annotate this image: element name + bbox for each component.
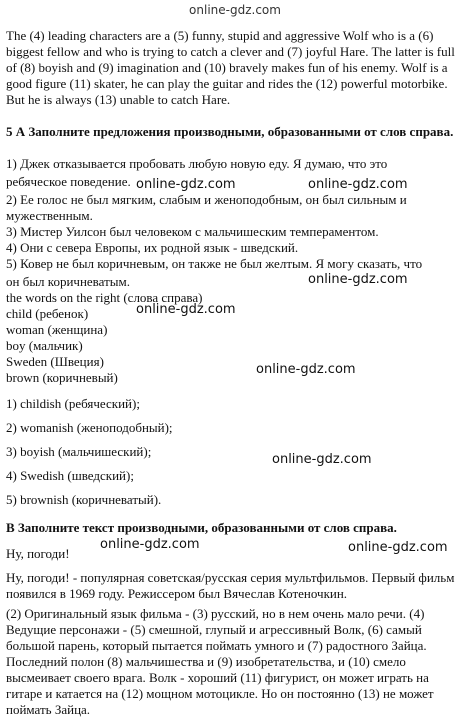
task-5a-item-1a: 1) Джек отказывается пробовать любую новую еду. Я думаю, что это xyxy=(6,156,388,171)
task-5a-item-4: 4) Они с севера Европы, их родной язык - шведский. xyxy=(6,240,299,255)
word-item: brown (коричневый) xyxy=(6,370,118,385)
task-5a-title: 5 А Заполните предложения производными, образованными от слов справа. xyxy=(6,124,454,139)
words-header: the words on the right (слова справа) xyxy=(6,290,203,305)
word-item: woman (женщина) xyxy=(6,322,108,337)
watermark: online-gdz.com xyxy=(308,177,408,192)
watermark-top: online-gdz.com xyxy=(189,3,281,17)
watermark: online-gdz.com xyxy=(136,302,236,317)
watermark: online-gdz.com xyxy=(308,272,408,287)
word-item: Sweden (Швеция) xyxy=(6,354,104,369)
task-5a-item-3: 3) Мистер Уилсон был человеком с мальчишеским темпераментом. xyxy=(6,224,379,239)
task-5a-item-1b: ребяческое поведение. xyxy=(6,174,131,189)
watermark: online-gdz.com xyxy=(256,362,356,377)
word-item: child (ребенок) xyxy=(6,306,89,321)
watermark: online-gdz.com xyxy=(348,540,448,555)
paragraph-russian-1: Ну, погоди! - популярная советская/русская серия мультфильмов. Первый фильм появился в 1969 году. Режиссером был Вячеслав Котеночкин. xyxy=(6,570,455,601)
paragraph-english: The (4) leading characters are a (5) funny, stupid and aggressive Wolf who is a (6) biggest fellow and who is trying to catch a clever and (7) joyful Hare. The latter is full of (8) boyish and (9) imagination and (10) bravely makes fun of his enemy. Wolf is a good figure (11) skater, he can play the guitar and rides the (12) powerful motorbike. But he is always (13) unable to catch Hare. xyxy=(6,28,455,107)
watermark: online-gdz.com xyxy=(136,177,236,192)
paragraph-russian-2: (2) Оригинальный язык фильма - (3) русский, но в нем очень мало речи. (4) Ведущие персонажи - (5) смешной, глупый и агрессивный Волк, (6) самый большой парень, который пытается поймать умного и (7) радостного Зайца. Последний полон (8) мальчишества и (9) изобретательства, и (10) смело высмеивает своего врага. Волк - хороший (11) фигурист, он может играть на гитаре и катается на (12) мощном мотоцикле. Но он постоянно (13) не может поймать Зайца. xyxy=(6,606,434,717)
watermark: online-gdz.com xyxy=(100,537,200,552)
task-5a-item-5b: он был коричневатым. xyxy=(6,274,130,289)
word-item: boy (мальчик) xyxy=(6,338,83,353)
answer-item: 1) childish (ребяческий); xyxy=(6,396,140,411)
answer-item: 4) Swedish (шведский); xyxy=(6,468,134,483)
answer-item: 5) brownish (коричневатый). xyxy=(6,492,162,507)
watermark: online-gdz.com xyxy=(272,452,372,467)
task-5b-title: В Заполните текст производными, образованными от слов справа. xyxy=(6,520,397,535)
answer-item: 3) boyish (мальчишеский); xyxy=(6,444,152,459)
answer-item: 2) womanish (женоподобный); xyxy=(6,420,173,435)
task-5a-item-5a: 5) Ковер не был коричневым, он также не был желтым. Я могу сказать, что xyxy=(6,256,423,271)
text-title: Ну, погоди! xyxy=(6,546,70,561)
task-5a-item-2: 2) Ее голос не был мягким, слабым и женоподобным, он был сильным и мужественным. xyxy=(6,192,407,223)
